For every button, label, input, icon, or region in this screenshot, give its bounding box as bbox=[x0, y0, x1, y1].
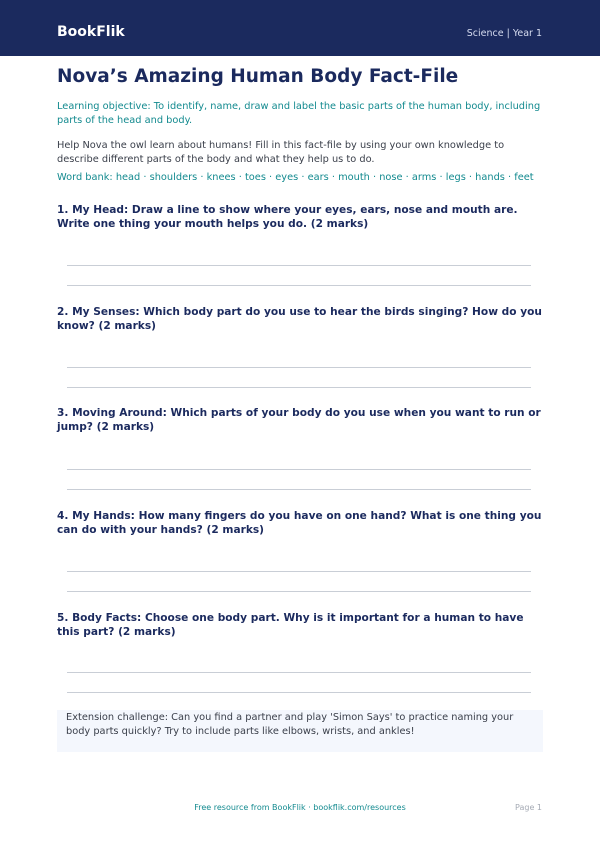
answer-line[interactable] bbox=[67, 387, 531, 388]
question-2: 2. My Senses: Which body part do you use to hear the birds singing? How do you know? (2 marks) bbox=[57, 306, 542, 332]
word-bank: Word bank: head · shoulders · knees · toes · eyes · ears · mouth · nose · arms · legs · hands · feet bbox=[57, 172, 534, 183]
answer-line[interactable] bbox=[67, 285, 531, 286]
answer-line[interactable] bbox=[67, 571, 531, 572]
intro-text: Help Nova the owl learn about humans! Fill in this fact-file by using your own knowledge to describe different parts of the body and what they help us to do. bbox=[57, 140, 505, 165]
answer-line[interactable] bbox=[67, 672, 531, 673]
question-3: 3. Moving Around: Which parts of your body do you use when you want to run or jump? (2 marks) bbox=[57, 407, 541, 433]
footer-resource-link[interactable]: Free resource from BookFlik · bookflik.com/resources bbox=[194, 803, 406, 812]
learning-objective: Learning objective: To identify, name, draw and label the basic parts of the human body, including parts of the head and body. bbox=[57, 101, 541, 126]
page-title: Nova’s Amazing Human Body Fact-File bbox=[57, 66, 459, 87]
answer-line[interactable] bbox=[67, 692, 531, 693]
question-4: 4. My Hands: How many fingers do you have on one hand? What is one thing you can do with your hands? (2 marks) bbox=[57, 510, 542, 536]
page-number: Page 1 bbox=[515, 803, 542, 812]
brand-logo[interactable]: BookFlik bbox=[57, 24, 125, 40]
extension-box bbox=[57, 710, 543, 752]
answer-line[interactable] bbox=[67, 489, 531, 490]
extension-text: Extension challenge: Can you find a partner and play 'Simon Says' to practice naming your body parts quickly? Try to include parts like elbows, wrists, and ankles! bbox=[66, 712, 514, 737]
answer-line[interactable] bbox=[67, 591, 531, 592]
header-bar bbox=[0, 0, 600, 56]
answer-line[interactable] bbox=[67, 265, 531, 266]
question-1: 1. My Head: Draw a line to show where your eyes, ears, nose and mouth are. Write one thing your mouth helps you do. (2 marks) bbox=[57, 204, 518, 230]
subject-year-label: Science | Year 1 bbox=[466, 28, 542, 39]
answer-line[interactable] bbox=[67, 469, 531, 470]
answer-line[interactable] bbox=[67, 367, 531, 368]
question-5: 5. Body Facts: Choose one body part. Why is it important for a human to have this part? (2 marks) bbox=[57, 612, 524, 638]
